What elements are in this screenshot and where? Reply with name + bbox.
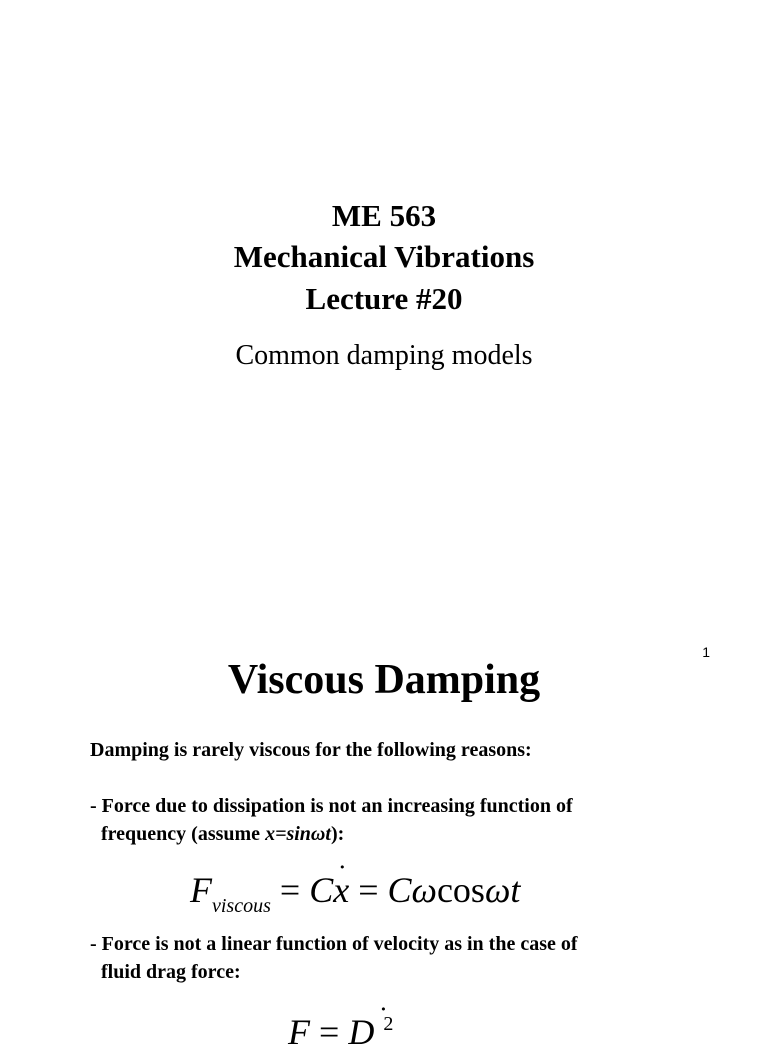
reason-1-math: x=sinωt [265,823,331,845]
course-code: ME 563 [331,198,437,233]
eq2-velocity [374,1010,383,1054]
eq2-exponent: 2 [383,1013,394,1035]
reason-2-line-2: fluid drag force: [101,961,241,983]
eq1-force: F [190,870,212,910]
drag-force-equation [288,1002,708,1054]
reason-1-line-2 [90,820,730,848]
lecture-number: Lecture #20 [305,281,463,316]
eq1-equals: = [270,870,310,910]
eq1-cos: cos [436,870,485,910]
eq1-damping-coefficient: C [309,870,334,910]
viscous-force-equation [190,868,610,928]
intro-text: Damping is rarely viscous for the following reasons: [90,739,532,761]
viscous-damping-slide [0,640,768,1052]
page-number: 1 [702,644,710,660]
eq1-velocity: ˙ x [333,868,349,912]
reason-1-close: ): [330,823,345,845]
course-title: Mechanical Vibrations [233,239,535,274]
lecture-subtitle: Common damping models [235,340,533,371]
reason-2-line-1: - Force is not a linear function of velocity as in the case of [90,933,578,955]
eq2-drag-coefficient: D [348,1012,375,1052]
reason-1-line-1: - Force due to dissipation is not an increasing function of [90,795,573,817]
slide-title: Viscous Damping [227,657,541,703]
reason-1-text: frequency (assume [101,823,266,845]
eq1-amplitude: Cω [387,870,437,910]
eq1-subscript: viscous [212,895,271,917]
eq1-argument: ωt [484,870,521,910]
eq1-equals-2: = [349,870,388,910]
reason-2 [90,930,730,986]
eq2-force: F [288,1012,310,1052]
eq2-equals: = [310,1012,349,1052]
reason-1 [90,792,730,848]
